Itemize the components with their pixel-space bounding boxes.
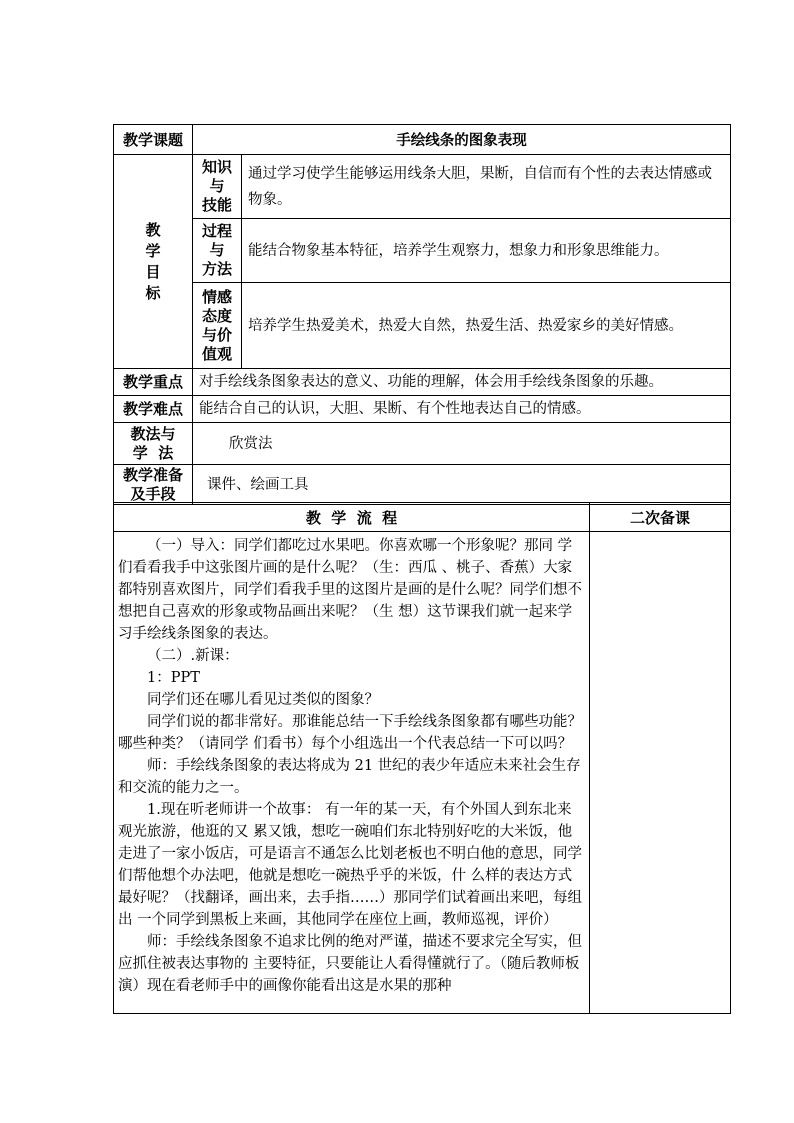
objectives-label-char: 目: [145, 262, 161, 281]
method-value: 欣赏法: [193, 423, 731, 465]
method-label: [114, 423, 193, 465]
flow-paragraph: 1.现在听老师讲一个故事： 有一年的某一天，有个外国人到东北来观光旅游，他逛的又 累又饿，想吃一碗咱们东北特别好吃的大米饭，他走进了一家小饭店，可是语言不通怎么比划老板也不明白他的意思，同学们帮他想个办法吧，他就是想吃一碗热乎乎的米饭，什 么样的表达方式最好呢？（找翻译，画出来，去手指……）那同学们试着画出来吧，每组出 一个同学到黑板上来画，其他同学在座位上画，教师巡视，评价）: [118, 802, 582, 928]
lesson-info-table: [113, 124, 731, 505]
objectives-label-char: 教: [145, 220, 161, 239]
objectives-label-char: 学: [145, 241, 161, 260]
key-point-label: 教学重点: [114, 369, 193, 396]
flow-paragraph: （一）导入：同学们都吃过水果吧。你喜欢哪一个形象呢？那同 学们看看我手中这张图片画的是什么呢？（生：西瓜 、桃子、香蕉）大家都特别喜欢图片，同学们看我手里的这图片是画的是什么呢？同学们想不想把自己喜欢的形象或物品画出来呢？（生 想）这节课我们就一起来学习手绘线条图象的表达。: [118, 538, 582, 642]
objective-row-knowledge: [114, 155, 731, 219]
sublabel-line: 与: [209, 241, 225, 259]
flow-paragraph: 同学们还在哪儿看见过类似的图象？: [147, 692, 379, 708]
method-label-line: 教法与: [130, 424, 176, 443]
objective-text-knowledge: 通过学习使学生能够运用线条大胆，果断，自信而有个性的去表达情感或物象。: [242, 155, 731, 219]
objectives-label-char: 标: [145, 283, 161, 302]
difficulty-label: 教学难点: [114, 396, 193, 423]
topic-value: 手绘线条的图象表现: [193, 125, 731, 155]
sublabel-line: 过程: [201, 222, 232, 240]
flow-paragraph: 师：手绘线条图象的表达将成为 21 世纪的表少年适应未来社会生存和交流的能力之一。: [118, 758, 581, 796]
objective-sublabel-knowledge: [193, 155, 242, 219]
topic-label: 教学课题: [114, 125, 193, 155]
flow-body-row: [114, 532, 731, 1014]
key-point-value: 对手绘线条图象表达的意义、功能的理解，体会用手绘线条图象的乐趣。: [193, 369, 731, 396]
objective-text-emotion: 培养学生热爱美术，热爱大自然，热爱生活、热爱家乡的美好情感。: [242, 283, 731, 369]
sublabel-line: 知识: [201, 158, 232, 176]
sublabel-line: 方法: [201, 260, 232, 278]
flow-paragraph: （二）.新课：: [147, 648, 239, 664]
prep-label-line: 及手段: [130, 484, 176, 503]
method-row: [114, 423, 731, 465]
prep-label: [114, 465, 193, 505]
method-label-line: 学 法: [132, 443, 174, 462]
flow-header: 教 学 流 程: [114, 503, 590, 532]
objectives-label: [114, 155, 193, 369]
objective-sublabel-emotion: [193, 283, 242, 369]
difficulty-row: [114, 396, 731, 423]
sublabel-line: 与: [209, 177, 225, 195]
objective-text-process: 能结合物象基本特征，培养学生观察力，想象力和形象思维能力。: [242, 219, 731, 283]
second-prep-header: 二次备课: [590, 503, 731, 532]
objective-sublabel-process: [193, 219, 242, 283]
flow-paragraph: 同学们说的都非常好。那谁能总结一下手绘线条图象都有哪些功能？哪些种类？（请同学 们看书）每个小组选出一个代表总结一下可以吗？: [118, 714, 582, 752]
sublabel-line: 态度: [201, 306, 232, 325]
sublabel-line: 技能: [201, 196, 232, 214]
teaching-flow-table: [113, 502, 731, 1014]
flow-header-row: [114, 503, 731, 532]
sublabel-line: 值观: [201, 344, 232, 363]
second-prep-cell: [590, 532, 731, 1014]
objective-row-process: [114, 219, 731, 283]
prep-value: 课件、绘画工具: [193, 465, 731, 505]
topic-row: [114, 125, 731, 155]
sublabel-line: 情感: [201, 287, 232, 306]
key-point-row: [114, 369, 731, 396]
prep-label-line: 教学准备: [122, 465, 183, 484]
flow-paragraph: 1：PPT: [147, 670, 200, 686]
prep-row: [114, 465, 731, 505]
flow-paragraph: 师：手绘线条图象不追求比例的绝对严谨，描述不要求完全写实，但应抓住被表达事物的 主要特征，只要能让人看得懂就行了。（随后教师板演）现在看老师手中的画像你能看出这是水果的那种: [118, 934, 582, 994]
difficulty-value: 能结合自己的认识，大胆、果断、有个性地表达自己的情感。: [193, 396, 731, 423]
objective-row-emotion: [114, 283, 731, 369]
flow-body: [114, 532, 590, 1014]
sublabel-line: 与价: [201, 325, 232, 344]
